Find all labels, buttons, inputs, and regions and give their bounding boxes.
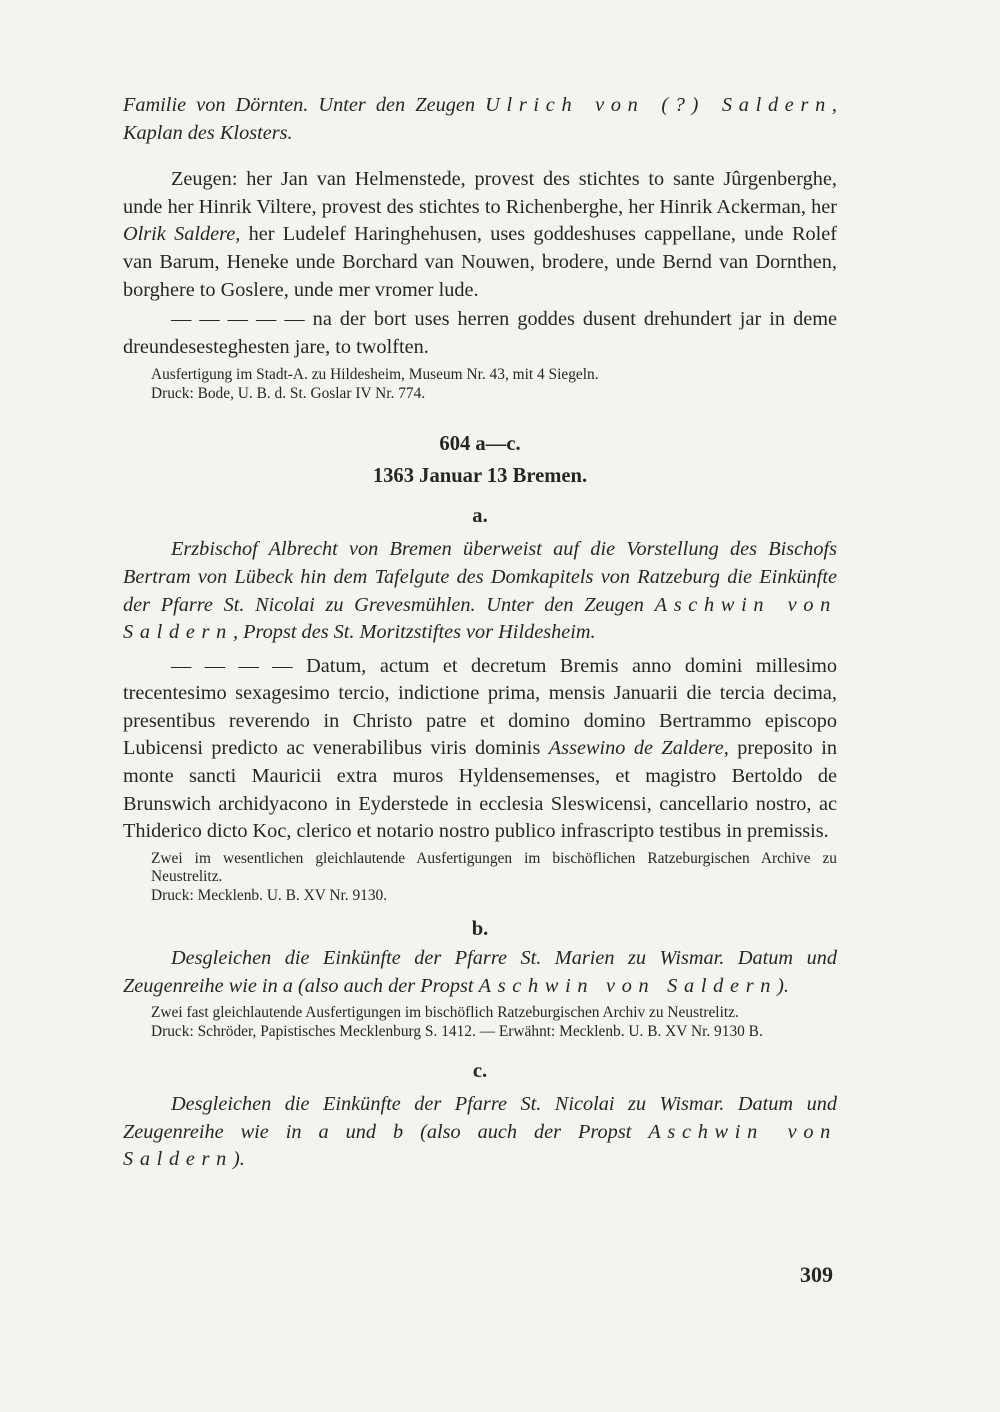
section-b-notes <box>123 1004 837 1041</box>
note-original: Ausfertigung im Stadt-A. zu Hildesheim, Museum Nr. 43, mit 4 Siegeln. <box>151 366 599 384</box>
document-date: 1363 Januar 13 Bremen. <box>372 465 588 488</box>
dating-clause: — — — — — na der bort uses herren goddes dusent drehundert jar in deme dreundesesteghesten jare, to twolften. <box>123 308 837 358</box>
section-a-text: — — — — Datum, actum et decretum Bremis anno domini millesimo trecentesimo sexagesimo tercio, indictione prima, mensis Januarii die tercia decima, presentibus reverendo in Christo patre et domino domino Bertrammo episcopo Lubicensi predicto ac venerabilibus viris dominis Assewino de Zaldere, preposito in monte sancti Mauricii extra muros Hyldensemenses, et magistro Bertoldo de Brunswich archidyacono in Eyderstede in ecclesia Sleswicensi, cancellario nostro, ac Thiderico dicto Koc, clerico et notario nostro publico infrascripto testibus in premissis. <box>123 654 837 843</box>
note-print: Druck: Schröder, Papistisches Mecklenburg S. 1412. — Erwähnt: Mecklenb. U. B. XV Nr. 9130 B. <box>151 1023 763 1040</box>
note-print: Druck: Mecklenb. U. B. XV Nr. 9130. <box>151 887 388 905</box>
witness-name-italic: Assewino de Zaldere, <box>548 737 729 760</box>
spaced-name: Ulrich von (?) Saldern <box>485 94 832 116</box>
note-print: Druck: Bode, U. B. d. St. Goslar IV Nr. 774. <box>151 384 426 402</box>
document-number: 604 a—c. <box>439 432 521 455</box>
witness-list: Zeugen: her Jan van Helmenstede, provest des stichtes to sante Jûrgenberghe, unde her Hinrik Viltere, provest des stichtes to Richenberghe, her Hinrik Ackerman, her Olrik Saldere, her Ludelef Haringhehusen, uses goddeshuses cappellane, unde Rolef van Barum, Heneke unde Borchard van Nouwen, brodere, unde Bernd van Dornthen, borghere to Goslere, unde mer vromer lude. <box>123 168 838 301</box>
spaced-name: Aschwin von Saldern <box>123 593 837 644</box>
section-b-regest: Desgleichen die Einkünfte der Pfarre St. Marien zu Wismar. Datum und Zeugenreihe wie in a (also auch der Propst Aschwin von Saldern). <box>123 947 837 997</box>
spaced-name: Aschwin von Saldern <box>478 974 778 997</box>
section-c-regest: Desgleichen die Einkünfte der Pfarre St. Nicolai zu Wismar. Datum und Zeugenreihe wie in a und b (also auch der Propst Aschwin von Saldern). <box>123 1093 837 1171</box>
section-c-label: c. <box>472 1059 488 1082</box>
source-notes <box>123 366 837 403</box>
section-a-regest: Erzbischof Albrecht von Bremen überweist auf die Vorstellung des Bischofs Bertram von Lübeck hin dem Tafelgute des Domkapitels von Ratzeburg die Einkünfte der Pfarre St. Nicolai zu Grevesmühlen. Unter den Zeugen Aschwin von Saldern, Propst des St. Moritzstiftes vor Hildesheim. <box>123 538 837 644</box>
intro-line1: Familie von Dörnten. Unter den Zeugen Ulrich von (?) Saldern, <box>123 94 837 116</box>
note-originals: Zwei im wesentlichen gleichlautende Ausfertigungen im bischöflichen Ratzeburgischen Archive zu Neustrelitz. <box>151 849 837 886</box>
text-column <box>123 92 837 1174</box>
intro-line2: Kaplan des Klosters. <box>123 121 293 144</box>
page-number: 309 <box>800 1262 833 1287</box>
intro-regest <box>123 92 837 147</box>
section-a-notes <box>123 850 837 906</box>
section-a-label: a. <box>472 504 488 527</box>
spaced-name: Aschwin von Saldern <box>123 1120 837 1171</box>
note-originals: Zwei fast gleichlautende Ausfertigungen im bischöflich Ratzeburgischen Archiv zu Neustrelitz. <box>151 1004 739 1022</box>
section-b-label: b. <box>471 917 489 940</box>
witness-name-italic: Olrik Saldere, <box>123 223 241 246</box>
